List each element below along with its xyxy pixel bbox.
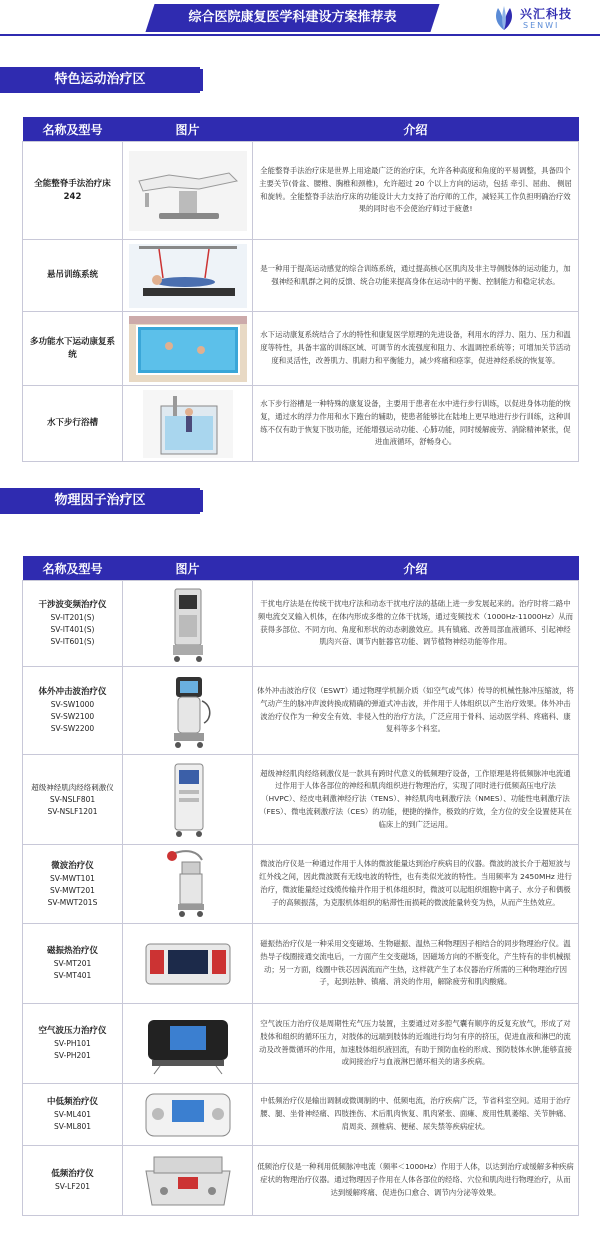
logo-name-cn: 兴汇科技 bbox=[520, 7, 573, 21]
product-image-cell bbox=[123, 1084, 253, 1146]
product-image-cell bbox=[123, 240, 253, 312]
product-image-cell bbox=[123, 845, 253, 924]
sports-therapy-table bbox=[22, 117, 579, 462]
table-header-row bbox=[23, 117, 579, 142]
product-desc-cell: 水下运动康复系统结合了水的特性和康复医学原理的先进设备，利用水的浮力、阻力、压力和温度等特性，具备丰富的训练区域、可调节的水流强度和阻力、水温调控系统等；可增加关节活动度和灵活性，改善肌力、肌耐力和平衡能力，减少疼痛和痉挛，促进神经系统的恢复等。 bbox=[253, 312, 579, 386]
hydrotherapy-pool-image bbox=[129, 316, 247, 382]
magnetic-heat-device-image bbox=[140, 936, 236, 992]
product-desc-cell: 中低频治疗仪是输出调制或微调制的中、低频电流，治疗疾病广泛，节省科室空间。适用于治疗腰、腿、坐骨神经痛、四肢挫伤、术后肌肉恢复、肌肉紧张、面瘫、废用性肌萎缩、关节肿痛、肩周炎、颈椎病、便秘、尿失禁等疾病症状。 bbox=[253, 1084, 579, 1146]
product-image-cell bbox=[123, 581, 253, 667]
table-row bbox=[23, 240, 579, 312]
table-row bbox=[23, 581, 579, 667]
nerve-stimulator-image bbox=[163, 760, 213, 840]
product-image-cell bbox=[123, 386, 253, 462]
table-row bbox=[23, 1004, 579, 1084]
product-name-cell: 微波治疗仪 SV-MWT101 SV-MWT201 SV-MWT201S bbox=[23, 845, 123, 924]
microwave-device-image bbox=[158, 848, 218, 920]
interference-device-image bbox=[163, 585, 213, 663]
brand-logo bbox=[490, 4, 595, 34]
section-title-sports: 特色运动治疗区 bbox=[0, 67, 200, 93]
product-name-cell: 低频治疗仪 SV-LF201 bbox=[23, 1146, 123, 1216]
header-name: 名称及型号 bbox=[23, 556, 123, 581]
logo-name-en: SENWI bbox=[523, 21, 560, 30]
product-desc-cell: 体外冲击波治疗仪（ESWT）通过物理学机制介质（如空气或气体）传导的机械性脉冲压缩波，将气动产生的脉冲声波转换成精确的弹道式冲击波，并作用于人体组织以产生治疗效果。体外冲击波治疗仪作为一种安全有效、非侵入性的治疗方法，广泛应用于骨科、运动医学科、疼痛科、康复科等多个科室。 bbox=[253, 667, 579, 755]
leaf-logo-icon bbox=[490, 4, 518, 32]
product-image-cell bbox=[123, 1146, 253, 1216]
product-name-cell: 多功能水下运动康复系统 bbox=[23, 312, 123, 386]
section-title-physical: 物理因子治疗区 bbox=[0, 488, 200, 514]
shockwave-device-image bbox=[158, 671, 218, 751]
table-row bbox=[23, 845, 579, 924]
header-image: 图片 bbox=[123, 117, 253, 142]
table-row bbox=[23, 1084, 579, 1146]
product-desc-cell: 微波治疗仪是一种通过作用于人体的微波能量达到治疗疾病目的仪器。微波的波长介于超短波与红外线之间，因此微波既有无线电波的特性，也有类似光波的特性。当用频率为 2450MHz 进行治疗，微波能量经过线缆传输并作用于机体组织时，微波可以起组织细胞中离子、水分子和偶极子的高频振荡，为克服机体组织的粘滞性而损耗的微波能量转变为热，从而产生热效应。 bbox=[253, 845, 579, 924]
product-name-cell: 中低频治疗仪 SV-ML401 SV-ML801 bbox=[23, 1084, 123, 1146]
product-name-cell: 干涉波变频治疗仪 SV-IT201(S) SV-IT401(S) SV-IT601(S) bbox=[23, 581, 123, 667]
table-row bbox=[23, 755, 579, 845]
product-image-cell bbox=[123, 924, 253, 1004]
low-frequency-device-image bbox=[138, 1151, 238, 1211]
product-desc-cell: 超级神经肌肉经络刺激仪是一款具有跨时代意义的低频理疗设备，工作原理是将低频脉冲电流通过作用于人体各部位的神经和肌肉组织进行物理治疗，实现了同时进行低频高压电疗法（HVPC）、经皮电刺激神经疗法（TENS）、神经肌肉电刺激疗法（NMES）、功能性电刺激疗法（FES）、微电流刺激疗法（CES）的功能，便捷的操作，极致的疗效，全方位的安全设置使其在临床上的到广泛运用。 bbox=[253, 755, 579, 845]
product-name-cell: 悬吊训练系统 bbox=[23, 240, 123, 312]
header-desc: 介绍 bbox=[253, 117, 579, 142]
air-pressure-device-image bbox=[140, 1012, 236, 1076]
product-name-cell: 全能整脊手法治疗床 242 bbox=[23, 142, 123, 240]
product-desc-cell: 是一种用于提高运动感觉的综合训练系统，通过提高核心区肌肉及非主导侧肢体的运动能力，加强神经和肌群之间的反馈、统合功能来提高身体在运动中的平衡、控制能力和稳定状态。 bbox=[253, 240, 579, 312]
header-image: 图片 bbox=[123, 556, 253, 581]
table-row bbox=[23, 386, 579, 462]
product-image-cell bbox=[123, 142, 253, 240]
page-title: 综合医院康复医学科建设方案推荐表 bbox=[188, 10, 397, 25]
product-desc-cell: 全能整脊手法治疗床是世界上用途最广泛的治疗床，允许各种高度和角度的平易调整，具备四个主要关节(骨盆、腰椎、胸椎和颈椎)，允许超过 20 个以上方向的运动，包括 牵引、屈曲、 侧屈和旋转。全能整脊手法治疗床的功能设计大力支持了治疗师的工作，减轻其工作负担明确治疗效果的同时也不会使治疗师过于疲惫! bbox=[253, 142, 579, 240]
table-row bbox=[23, 1146, 579, 1216]
product-desc-cell: 干扰电疗法是在传统干扰电疗法和动态干扰电疗法的基础上进一步发展起来的。治疗时将二路中频电流交叉输入机体，在体内形成多维的立体干扰场，通过变频技术（1000Hz-11000Hz）从而获得多部位、不同方向、角度和形状的动态刺激效应。具有镇痛、改善局部血液循环、引起神经肌肉兴奋、调节内脏器官功能、调节植物神经功能等作用。 bbox=[253, 581, 579, 667]
product-image-cell bbox=[123, 667, 253, 755]
table-row bbox=[23, 142, 579, 240]
table-row bbox=[23, 667, 579, 755]
table-header-row bbox=[23, 556, 579, 581]
table-row bbox=[23, 312, 579, 386]
treatment-bed-image bbox=[129, 151, 247, 231]
product-name-cell: 磁振热治疗仪 SV-MT201 SV-MT401 bbox=[23, 924, 123, 1004]
page-header bbox=[0, 0, 600, 40]
product-image-cell bbox=[123, 755, 253, 845]
product-name-cell: 空气波压力治疗仪 SV-PH101 SV-PH201 bbox=[23, 1004, 123, 1084]
table-row bbox=[23, 924, 579, 1004]
underwater-treadmill-image bbox=[143, 390, 233, 458]
product-desc-cell: 水下步行浴槽是一种特殊的康复设备，主要用于患者在水中进行步行训练，以促进身体功能的恢复，通过水的浮力作用和水下跑台的辅助，使患者能够比在陆地上更早地进行步行训练，这种训练不仅有助于恢复下肢功能，还能增强运动功能、心肺功能，同时缓解疲劳、消除精神紧张，促进血液循环，舒畅身心。 bbox=[253, 386, 579, 462]
header-name: 名称及型号 bbox=[23, 117, 123, 142]
product-image-cell bbox=[123, 1004, 253, 1084]
physical-therapy-table bbox=[22, 556, 579, 1216]
product-desc-cell: 低频治疗仪是一种利用低频脉冲电流（频率＜1000Hz）作用于人体，以达到治疗或缓解多种疾病症状的物理治疗仪器。通过物理因子作用在人体各部位的经络、穴位和肌肉进行物理治疗，从而达到缓解疼痛、促进伤口愈合、调节内分泌等效果。 bbox=[253, 1146, 579, 1216]
suspension-training-image bbox=[129, 244, 247, 308]
header-divider bbox=[0, 34, 600, 36]
medium-low-frequency-device-image bbox=[140, 1088, 236, 1142]
product-desc-cell: 磁振热治疗仪是一种采用交变磁场、生物磁振、温热三种物理因子相结合的同步物理治疗仪。温热导子线圈接通交流电后，一方面产生交变磁场，因磁场方向的不断变化，产生特有的非机械振动；另一方面，线圈中铁芯因涡流而产生热，这样就产生了本仪器治疗所需的三种物理治疗因子，起到祛肿、镇痛、消炎的作用，解除疲劳和肌肉酸痛。 bbox=[253, 924, 579, 1004]
product-name-cell: 超级神经肌肉经络刺激仪 SV-NSLF801 SV-NSLF1201 bbox=[23, 755, 123, 845]
product-desc-cell: 空气波压力治疗仪是周期性充气压力装置，主要通过对多腔气囊有顺序的反复充放气，形成了对肢体和组织的循环压力，对肢体的远端到肢体的近端进行均匀有序的挤压，促进血液和淋巴的流动及改善微循环的作用，加速肢体组织液回流，有助于预防血栓的形成、预防肢体水肿,能够直接或间接治疗与血液淋巴循环相关的诸多疾病。 bbox=[253, 1004, 579, 1084]
product-image-cell bbox=[123, 312, 253, 386]
product-name-cell: 体外冲击波治疗仪 SV-SW1000 SV-SW2100 SV-SW2200 bbox=[23, 667, 123, 755]
header-desc: 介绍 bbox=[253, 556, 579, 581]
product-name-cell: 水下步行浴槽 bbox=[23, 386, 123, 462]
